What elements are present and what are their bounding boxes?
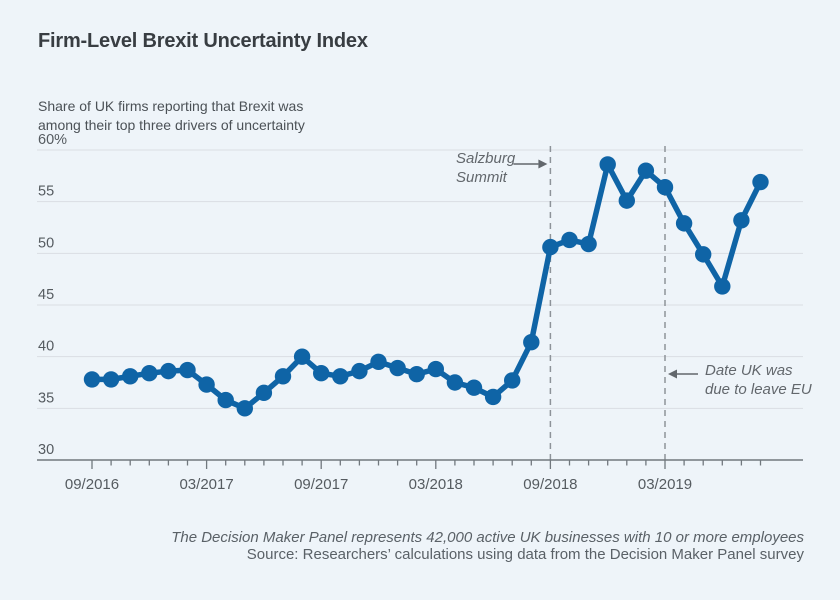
y-tick-label-55: 55	[38, 183, 55, 200]
data-point-07/2019	[733, 212, 749, 228]
data-point-08/2017	[294, 348, 310, 364]
data-point-02/2018	[409, 366, 425, 382]
data-point-03/2019	[657, 179, 673, 195]
chart-subtitle-line1: Share of UK firms reporting that Brexit was	[38, 98, 304, 114]
y-tick-label-50: 50	[38, 235, 55, 252]
data-point-09/2017	[313, 365, 329, 381]
source-note-line1: The Decision Maker Panel represents 42,000 active UK businesses with 10 or more employees	[171, 529, 804, 546]
annotation-salzburg-summit	[456, 149, 515, 187]
x-tick-label-03/2019: 03/2019	[637, 476, 693, 493]
annotation-salzburg-line2: Summit	[456, 169, 507, 186]
x-tick-label-09/2017: 09/2017	[294, 476, 349, 493]
data-point-05/2017	[237, 400, 253, 416]
data-point-04/2018	[447, 374, 463, 390]
page-title: Firm-Level Brexit Uncertainty Index	[38, 30, 368, 52]
source-note	[171, 529, 804, 563]
arrow-head-uk-leave-date	[668, 370, 677, 379]
data-point-11/2017	[351, 363, 367, 379]
data-point-08/2018	[523, 334, 539, 350]
x-tick-label-09/2018: 09/2018	[523, 476, 578, 493]
data-point-03/2018	[428, 361, 444, 377]
y-tick-label-40: 40	[38, 338, 55, 355]
data-point-12/2016	[141, 365, 157, 381]
data-point-02/2017	[179, 362, 195, 378]
data-point-11/2016	[122, 368, 138, 384]
data-point-05/2019	[695, 246, 711, 262]
data-point-06/2019	[714, 278, 730, 294]
data-point-09/2018	[542, 239, 558, 255]
data-point-10/2018	[561, 232, 577, 248]
chart-subtitle-line2: among their top three drivers of uncertainty	[38, 117, 305, 133]
data-point-08/2019	[752, 174, 768, 190]
data-point-02/2019	[638, 162, 654, 178]
data-point-05/2018	[466, 379, 482, 395]
annotation-leave-line2: due to leave EU	[705, 381, 812, 398]
data-point-12/2018	[600, 156, 616, 172]
data-point-06/2018	[485, 389, 501, 405]
annotation-leave-eu	[705, 361, 812, 399]
y-tick-label-60: 60%	[38, 132, 68, 148]
data-point-11/2018	[580, 236, 596, 252]
data-point-07/2018	[504, 372, 520, 388]
annotation-leave-line1: Date UK was	[705, 362, 793, 379]
x-tick-label-09/2016: 09/2016	[64, 476, 120, 493]
x-tick-label-03/2018: 03/2018	[408, 476, 463, 493]
source-note-line2: Source: Researchers’ calculations using data from the Decision Maker Panel survey	[246, 546, 804, 563]
data-point-01/2018	[389, 360, 405, 376]
data-point-01/2017	[160, 363, 176, 379]
data-point-10/2017	[332, 368, 348, 384]
arrow-head-salzburg-summit	[538, 160, 547, 169]
data-point-04/2019	[676, 215, 692, 231]
data-point-09/2016	[84, 371, 100, 387]
data-point-06/2017	[256, 385, 272, 401]
data-point-10/2016	[103, 371, 119, 387]
y-tick-label-45: 45	[38, 287, 55, 303]
data-point-07/2017	[275, 368, 291, 384]
x-tick-label-03/2017: 03/2017	[179, 476, 234, 493]
data-point-12/2017	[370, 354, 386, 370]
y-tick-label-35: 35	[38, 390, 55, 407]
data-point-04/2017	[218, 392, 234, 408]
y-tick-label-30: 30	[38, 442, 55, 458]
data-point-01/2019	[619, 192, 635, 208]
annotation-salzburg-line1: Salzburg	[456, 150, 516, 167]
data-point-03/2017	[198, 376, 214, 392]
